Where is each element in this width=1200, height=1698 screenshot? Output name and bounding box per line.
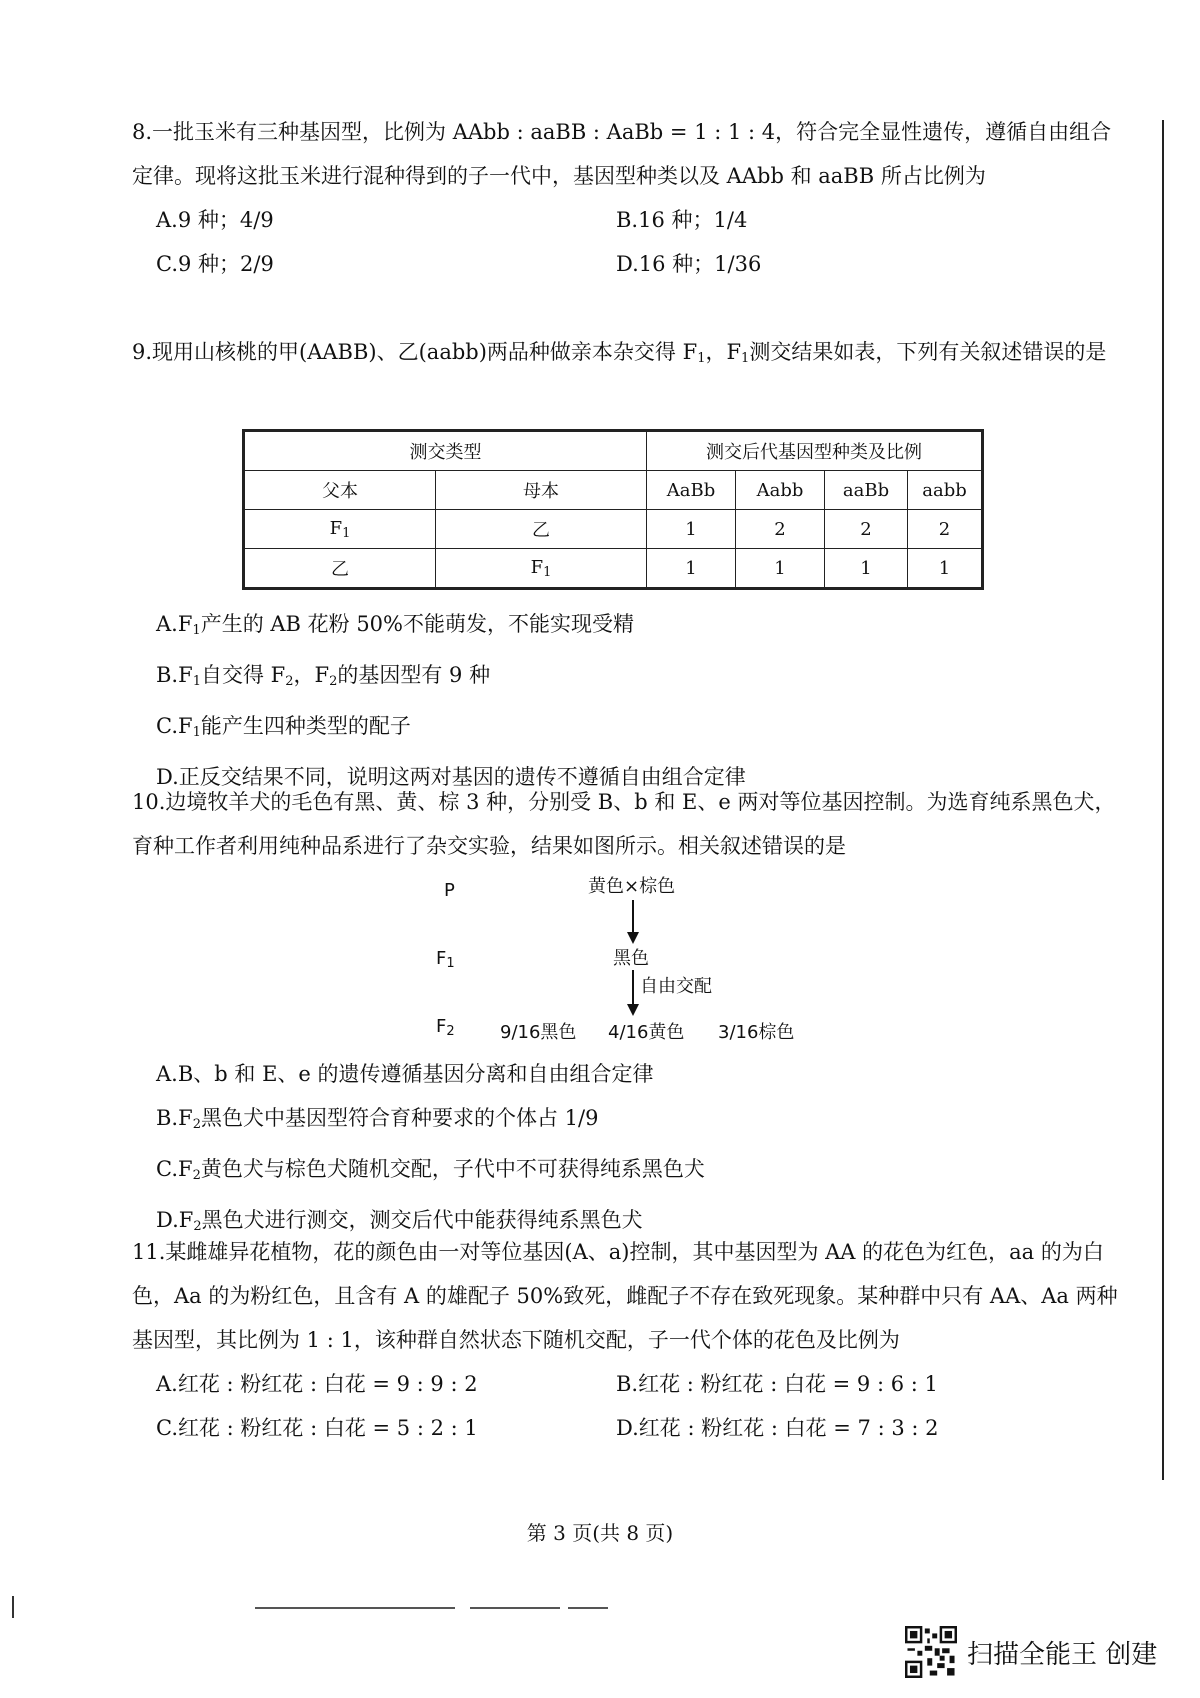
question-9-stem: 9.现用山核桃的甲(AABB)、乙(aabb)两品种做亲本杂交得 $F_1$，$F_1$测交结果如表，下列有关叙述错误的是 xyxy=(132,340,1107,366)
table-cell-mother: $F_1$ xyxy=(436,549,647,589)
right-margin-rule xyxy=(1162,120,1164,1480)
question-9-options xyxy=(132,602,1136,799)
table-cell-value: 2 xyxy=(825,510,908,549)
diagram-f2-label: $F_2$ xyxy=(436,1016,455,1039)
table-cell-value: 1 xyxy=(825,549,908,589)
scanner-watermark-text: 扫描全能王 创建 xyxy=(967,1639,1158,1670)
question-10-options xyxy=(132,1052,1136,1249)
table-header-mother: 母本 xyxy=(436,471,647,510)
testcross-table xyxy=(242,429,984,590)
table-header-genotype: AaBb xyxy=(647,471,736,510)
diagram-f1-label: $F_1$ xyxy=(436,948,455,971)
diagram-ratio-yellow: 4/16黄色 xyxy=(608,1022,685,1043)
q8-option-c: C.9 种；2/9 xyxy=(156,252,274,276)
diagram-ratio-black: 9/16黑色 xyxy=(500,1022,577,1043)
q9-option-d: D.正反交结果不同，说明这两对基因的遗传不遵循自由组合定律 xyxy=(156,765,746,789)
diagram-arrow-line xyxy=(632,900,634,934)
table-cell-value: 1 xyxy=(647,510,736,549)
table-cell-value: 1 xyxy=(736,549,825,589)
bottom-scan-line xyxy=(568,1607,608,1609)
question-11-stem: 11.某雌雄异花植物，花的颜色由一对等位基因(A、a)控制，其中基因型为 AA 的花色为红色，aa 的为白色，Aa 的为粉红色，且含有 A 的雄配子 50%致死，雌配子不存在致死现象。某种群中只有 AA、Aa 两种基因型，其比例为 1 : 1，该种群自然状态下随机交配，子一代个体的花色及比例为 xyxy=(132,1240,1118,1352)
table-row xyxy=(244,510,983,549)
q11-option-b: B.红花 : 粉红花 : 白花 = 9 : 6 : 1 xyxy=(616,1372,938,1396)
question-10-stem: 10.边境牧羊犬的毛色有黑、黄、棕 3 种，分别受 B、b 和 E、e 两对等位基因控制。为选育纯系黑色犬，育种工作者利用纯种品系进行了杂交实验，结果如图所示。相关叙述错误的是 xyxy=(132,790,1116,858)
diagram-mating-label: 自由交配 xyxy=(640,976,712,997)
table-cell-father: 乙 xyxy=(244,549,436,589)
q11-option-c: C.红花 : 粉红花 : 白花 = 5 : 2 : 1 xyxy=(156,1416,478,1440)
question-11 xyxy=(132,1230,1132,1450)
table-header-genotype: aaBb xyxy=(825,471,908,510)
table-header-genotype: aabb xyxy=(908,471,983,510)
question-8-stem: 8.一批玉米有三种基因型，比例为 AAbb : aaBB : AaBb = 1 : 1 : 4，符合完全显性遗传，遵循自由组合定律。现将这批玉米进行混种得到的子一代中，基因型种类以及 AAbb 和 aaBB 所占比例为 xyxy=(132,120,1112,188)
question-9 xyxy=(132,330,1132,381)
table-cell-father: $F_1$ xyxy=(244,510,436,549)
q10-option-d: $D.F_2$黑色犬进行测交，测交后代中能获得纯系黑色犬 xyxy=(156,1208,643,1234)
diagram-f2-ratios xyxy=(430,1018,795,1048)
q8-option-b: B.16 种；1/4 xyxy=(616,208,748,232)
table-cell-value: 2 xyxy=(908,510,983,549)
bottom-scan-line xyxy=(255,1607,455,1609)
q11-option-d: D.红花 : 粉红花 : 白花 = 7 : 3 : 2 xyxy=(616,1416,939,1440)
table-header-offspring: 测交后代基因型种类及比例 xyxy=(647,431,983,471)
diagram-parent-cross: 黄色×棕色 xyxy=(588,876,676,897)
left-edge-tick xyxy=(12,1596,14,1618)
diagram-p-label: P xyxy=(444,880,455,901)
q8-option-a: A.9 种；4/9 xyxy=(156,208,274,232)
q9-option-b: $B.F_1$自交得 $F_2$，$F_2$的基因型有 9 种 xyxy=(156,663,491,689)
page-number: 第 3 页(共 8 页) xyxy=(526,1521,674,1545)
table-cell-value: 1 xyxy=(908,549,983,589)
q9-option-a: $A.F_1$产生的 AB 花粉 50%不能萌发，不能实现受精 xyxy=(156,612,635,638)
q8-option-d: D.16 种；1/36 xyxy=(616,252,762,276)
q10-option-b: $B.F_2$黑色犬中基因型符合育种要求的个体占 1/9 xyxy=(156,1106,599,1132)
scanner-watermark xyxy=(905,1623,1157,1681)
q10-option-a: A.B、b 和 E、e 的遗传遵循基因分离和自由组合定律 xyxy=(156,1062,654,1086)
q10-option-c: $C.F_2$黄色犬与棕色犬随机交配，子代中不可获得纯系黑色犬 xyxy=(156,1157,705,1183)
table-cell-mother: 乙 xyxy=(436,510,647,549)
table-header-father: 父本 xyxy=(244,471,436,510)
q11-option-a: A.红花 : 粉红花 : 白花 = 9 : 9 : 2 xyxy=(156,1372,478,1396)
table-row xyxy=(244,549,983,589)
diagram-ratio-brown: 3/16棕色 xyxy=(718,1022,795,1043)
question-10 xyxy=(132,780,1132,868)
table-header-testcross-type: 测交类型 xyxy=(244,431,647,471)
diagram-f1-phenotype: 黑色 xyxy=(613,948,649,969)
cross-diagram xyxy=(430,870,790,1040)
table-cell-value: 1 xyxy=(647,549,736,589)
diagram-arrow-head xyxy=(627,1004,639,1016)
diagram-arrow-head xyxy=(627,932,639,944)
table-header-genotype: Aabb xyxy=(736,471,825,510)
q9-option-c: $C.F_1$能产生四种类型的配子 xyxy=(156,714,411,740)
question-8 xyxy=(132,110,1132,286)
qr-code-icon xyxy=(905,1626,957,1678)
bottom-scan-line xyxy=(470,1607,560,1609)
diagram-arrow-line xyxy=(632,970,634,1006)
table-cell-value: 2 xyxy=(736,510,825,549)
